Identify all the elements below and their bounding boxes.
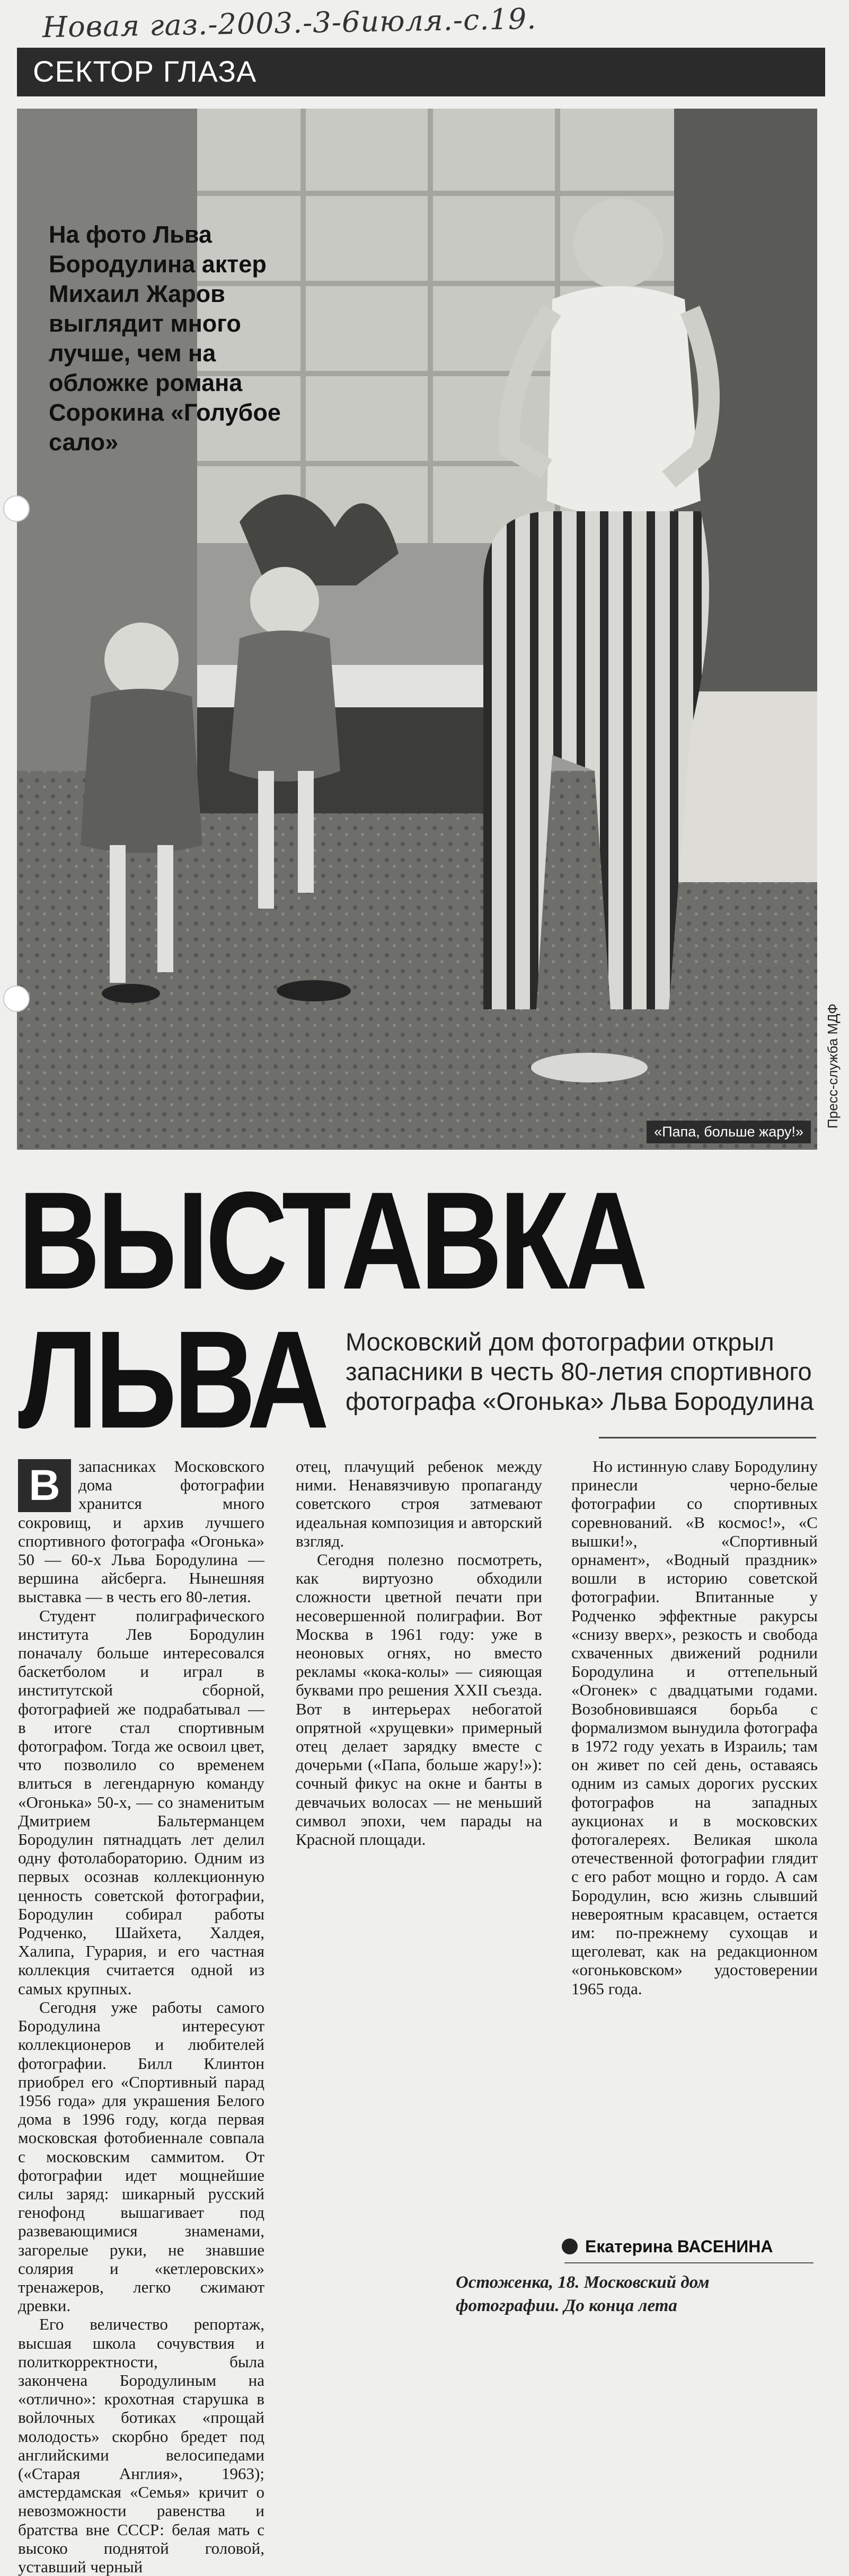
paragraph: Но истинную славу Бородулину принесли черно-белые фотографии со спортивных соревнований. «В космос!», «С вышки!», «Спортивный орнамент», «Водный праздник» вошли в историю советской фотографии. Впитанные у Родченко эффектные ракурсы «снизу вверх», резкость и свобода схваченных движений роднили Бородулина и оттепельный «Огонек» с двадцатыми годами. Возобновившаяся борьба с формализмом вынудила фотографа в 1972 году уехать в Израиль; там он живет по сей день, оставаясь одним из самых дорогих русских фотографов на западных аукционах и в московских фотогалереях. Великая школа отечественной фотографии глядит с его работ мощно и гордо. А сам Бородулин, всю жизнь слывший невероятным красавцем, остается им: по-прежнему сухощав и щеголеват, как на редакционном «огоньковском» удостоверении 1965 года. [571,1457,818,1998]
main-photo [17,109,817,1150]
paragraph: Его величество репортаж, высшая школа сочувствия и политкорректности, была закончена Бородулиным на «отлично»: крохотная старушка в войлочных ботиках «прощай молодость» скорбно бредет под английскими велосипедами («Старая Англия», 1963); амстердамская «Семья» кричит о невозможности равенства и братства вне СССР: белая мать с высоко поднятой головой, уставший черный [18,2315,264,2576]
man-head [573,199,664,289]
drop-cap: В [18,1459,71,1512]
paragraph: Сегодня полезно посмотреть, как виртуозно обходили сложности цветной печати при несовершенной полиграфии. Вот Москва в 1961 году: уже в неоновых огнях, но вместо рекламы «кока-колы» — сияющая буквами про решения XXII съезда. Вот в интерьерах небогатой опрятной «хрущевки» примерный отец делает зарядку вместе с дочерьми («Папа, больше жару!»): сочный фикус на окне и банты в девчачьих волосах — не меньший символ эпохи, чем парады на Красной площади. [296,1550,542,1849]
article-column-2 [296,1457,542,1849]
punch-hole-bottom [3,985,30,1012]
author-byline [562,2237,816,2257]
photo-credit [820,906,842,1129]
punch-hole-top [3,495,30,522]
girl-left-dress [81,689,202,853]
rubric-bar [17,48,825,96]
girl-left-head [104,623,179,697]
man-foot [531,1053,648,1082]
paragraph: Сегодня уже работы самого Бородулина интересуют коллекционеров и любителей фотографии. Билл Клинтон приобрел его «Спортивный парад 1956 года» для украшения Белого дома в 1996 году, когда первая московская фотобиеннале совпала с московским саммитом. От фотографии идет мощнейшие силы заряд: шикарный русский генофонд вышагивает под развевающимися знаменами, загорелые руки, не знавшие солярия и «кетлеровских» тренажеров, легко сжимают древки. [18,1997,264,2315]
headline-line-2: ЛЬВА [18,1301,326,1458]
article-column-1 [18,1457,264,2576]
photo-caption: «Папа, больше жару!» [647,1121,811,1143]
lead-underline [599,1437,816,1438]
lead-paragraph: Московский дом фотографии открыл запасники в честь 80-летия спортивного фотографа «Огонька» Льва Бородулина [346,1328,814,1415]
author-name: Екатерина ВАСЕНИНА [585,2237,773,2256]
girl-right-dress [229,630,340,781]
article-column-3 [571,1457,818,1998]
girl-right-head [250,567,319,636]
byline-rule [564,2262,813,2263]
paragraph [18,1457,264,1606]
bullet-icon [562,2239,578,2254]
headline-line-1: ВЫСТАВКА [18,1162,645,1319]
paragraph: Студент полиграфического института Лев Бородулин поначалу больше интересовался баскетболом и играл в институтской сборной, фотографией же подрабатывал — в итоге стал спортивным фотографом. Тогда же освоил цвет, что позволило со временем влиться в легендарную команду «Огонька» 50-х, — со знаменитым Дмитрием Бальтерманцем Бородулин пятнадцать лет делил одну фотолабораторию. Одним из первых осознав коллекционную ценность советской фотографии, Бородулин собирал работы Родченко, Шайхета, Халдея, Халипа, Гурария, и его частная коллекция считается одной из самых крупных. [18,1606,264,1998]
handwritten-note: Новая газ.-2003.-3-6июля.-с.19. [42,2,537,45]
venue-info: Остоженка, 18. Московский дом фотографии. До конца лета [456,2273,710,2315]
photo-credit-text: Пресс-служба МДФ [825,1003,841,1129]
paragraph: отец, плачущий ребенок между ними. Ненавязчивую пропаганду советского строя затмевают идеальная композиция и авторский взгляд. [296,1457,542,1550]
photo-overlay-text: На фото Льва Бородулина актер Михаил Жаров выглядит много лучше, чем на обложке романа Сорокина «Голубое сало» [49,221,281,456]
rubric-title: СЕКТОР ГЛАЗА [33,55,257,88]
paragraph-text: запасниках Московского дома фотографии хранится много сокровищ, и архив лучшего спортивного фотографа «Огонька» 50 — 60-х Льва Бородулина — вершина айсберга. Нынешняя выставка — в честь его 80-летия. [18,1457,264,1606]
